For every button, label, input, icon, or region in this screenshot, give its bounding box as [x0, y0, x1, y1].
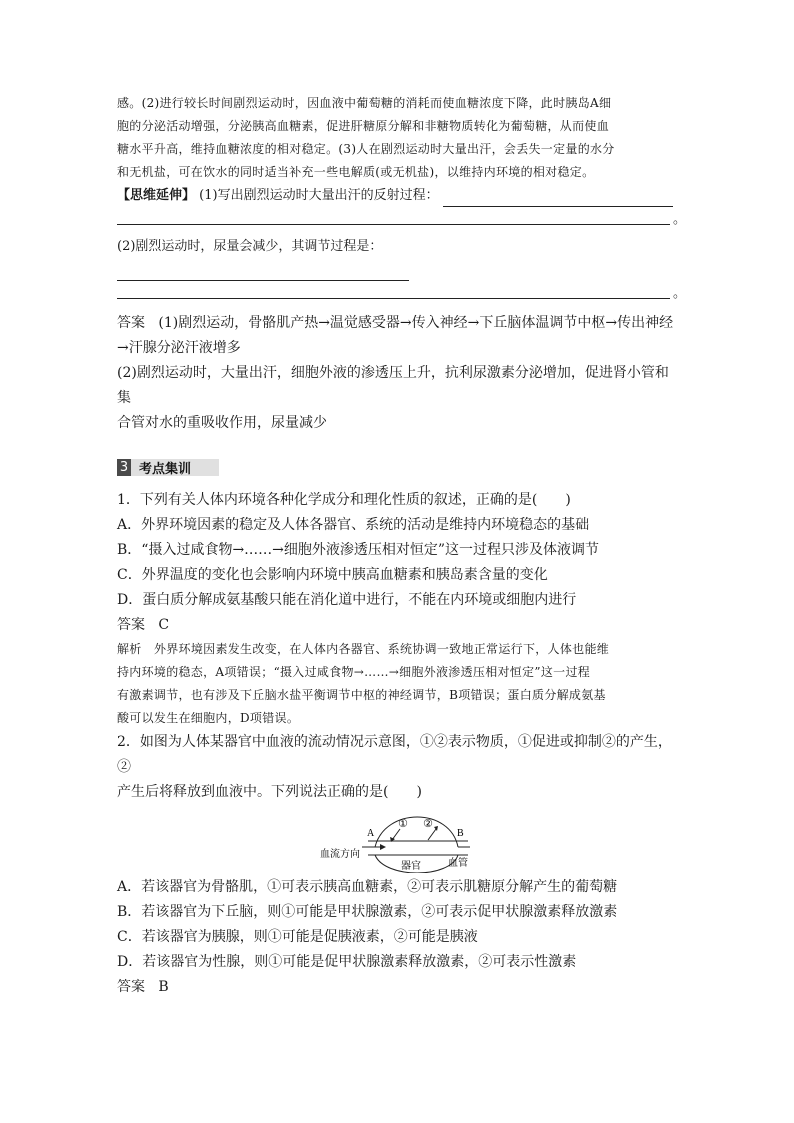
- question-stem: 1．下列有关人体内环境各种化学成分和理化性质的叙述，正确的是( ): [117, 492, 571, 508]
- answer-label: 答案: [117, 979, 145, 995]
- extension-q1: [117, 184, 677, 207]
- extension-label: 【思维延伸】: [117, 188, 196, 203]
- label-organ: 器官: [401, 861, 421, 872]
- option-d[interactable]: D．若该器官为性腺，则①可能是促甲状腺激素释放激素，②可表示性激素: [117, 954, 577, 970]
- extension-answer: [117, 311, 677, 436]
- extension-answer-line: (2)剧烈运动时，大量出汗，细胞外液的渗透压上升，抗利尿激素分泌增加，促进肾小管和集: [117, 365, 669, 406]
- answer-value: B: [158, 979, 169, 995]
- option-c[interactable]: C．外界温度的变化也会影响内环境中胰高血糖素和胰岛素含量的变化: [117, 567, 548, 583]
- blood-flow-diagram: [0, 809, 794, 873]
- intro-line: 感。(2)进行较长时间剧烈运动时，因血液中葡萄糖的消耗而使血糖浓度下降，此时胰岛A细: [117, 96, 612, 110]
- label-flow-direction: 血流方向: [320, 849, 360, 860]
- analysis-line: 酸可以发生在细胞内，D项错误。: [117, 711, 300, 725]
- vessel-arc: [375, 817, 458, 847]
- option-a[interactable]: A．外界环境因素的稳定及人体各器官、系统的活动是维持内环境稳态的基础: [117, 517, 590, 533]
- intro-line: 和无机盐，可在饮水的同时适当补充一些电解质(或无机盐)，以维持内环境的相对稳定。: [117, 165, 595, 179]
- section-number: 3: [117, 459, 131, 476]
- extension-answer-line: 合管对水的重吸收作用，尿量减少: [117, 415, 327, 431]
- question-stem: 2．如图为人体某器官中血液的流动情况示意图，①②表示物质，①促进或抑制②的产生，②: [117, 734, 672, 775]
- extension-answer-line: →汗腺分泌汗液增多: [117, 340, 241, 356]
- label-b: B: [457, 828, 464, 839]
- answer-label: 答案: [117, 617, 145, 633]
- diagram-svg: [0, 809, 794, 873]
- option-a[interactable]: A．若该器官为骨骼肌，①可表示胰高血糖素，②可表示肌糖原分解产生的葡萄糖: [117, 879, 618, 895]
- thinking-extension: [117, 184, 687, 436]
- answer-blank[interactable]: [117, 264, 409, 281]
- label-substance-1: ①: [398, 817, 408, 830]
- analysis-line: [117, 638, 677, 661]
- analysis-line: 有激素调节，也有涉及下丘脑水盐平衡调节中枢的神经调节，B项错误；蛋白质分解成氨基: [117, 688, 606, 702]
- intro-line: 胞的分泌活动增强，分泌胰高血糖素，促进肝糖原分解和非糖物质转化为葡萄糖，从而使血: [117, 119, 610, 133]
- option-c[interactable]: C．若该器官为胰腺，则①可能是促胰液素，②可能是胰液: [117, 929, 478, 945]
- extension-q2-text: (2)剧烈运动时，尿量会减少，其调节过程是：: [117, 239, 383, 254]
- answer-value: C: [158, 617, 170, 633]
- label-substance-2: ②: [423, 817, 433, 830]
- section-title: 考点集训: [131, 459, 219, 476]
- end-mark: 。: [673, 212, 687, 227]
- analysis-text: 外界环境因素发生改变，在人体内各器官、系统协调一致地正常运行下，人体也能维: [153, 642, 610, 656]
- question-stem: 产生后将释放到血液中。下列说法正确的是( ): [117, 784, 422, 800]
- answer-label: 答案: [117, 315, 145, 331]
- intro-line: 糖水平升高，维持血糖浓度的相对稳定。(3)人在剧烈运动时大量出汗，会丢失一定量的水分: [117, 142, 615, 156]
- option-d[interactable]: D．蛋白质分解成氨基酸只能在消化道中进行，不能在内环境或细胞内进行: [117, 592, 577, 608]
- answer-line: [117, 975, 677, 1000]
- answer-text: (1)剧烈运动，骨骼肌产热→温觉感受器→传入神经→下丘脑体温调节中枢→传出神经: [158, 315, 674, 331]
- document-page: [117, 92, 687, 1000]
- extension-q2: [117, 235, 677, 281]
- answer-blank-row[interactable]: [117, 207, 687, 229]
- option-b[interactable]: B．若该器官为下丘脑，则①可能是甲状腺激素，②可表示促甲状腺激素释放激素: [117, 904, 618, 920]
- label-a: A: [367, 828, 375, 839]
- option-b[interactable]: B．“摄入过咸食物→……→细胞外液渗透压相对恒定”这一过程只涉及体液调节: [117, 542, 600, 558]
- intro-paragraph: [117, 92, 677, 184]
- answer-blank[interactable]: [117, 224, 670, 225]
- extension-answer-line: [117, 311, 677, 336]
- answer-blank[interactable]: [443, 190, 673, 207]
- end-mark: 。: [673, 286, 687, 301]
- answer-line: [117, 613, 677, 638]
- analysis-label: 解析: [117, 642, 142, 656]
- analysis: [117, 638, 677, 730]
- question-2: [117, 730, 677, 1000]
- flow-arrow-head: [380, 844, 386, 850]
- analysis-line: 持内环境的稳态，A项错误；“摄入过咸食物→……→细胞外液渗透压相对恒定”这一过程: [117, 665, 591, 679]
- extension-q1-text: (1)写出剧烈运动时大量出汗的反射过程：: [199, 188, 439, 203]
- arrow-2: [428, 829, 436, 840]
- answer-blank[interactable]: [117, 298, 670, 299]
- answer-blank-row[interactable]: [117, 281, 687, 303]
- section-heading: [117, 456, 677, 478]
- label-vessel: 血管: [448, 858, 468, 869]
- question-1: [117, 488, 677, 730]
